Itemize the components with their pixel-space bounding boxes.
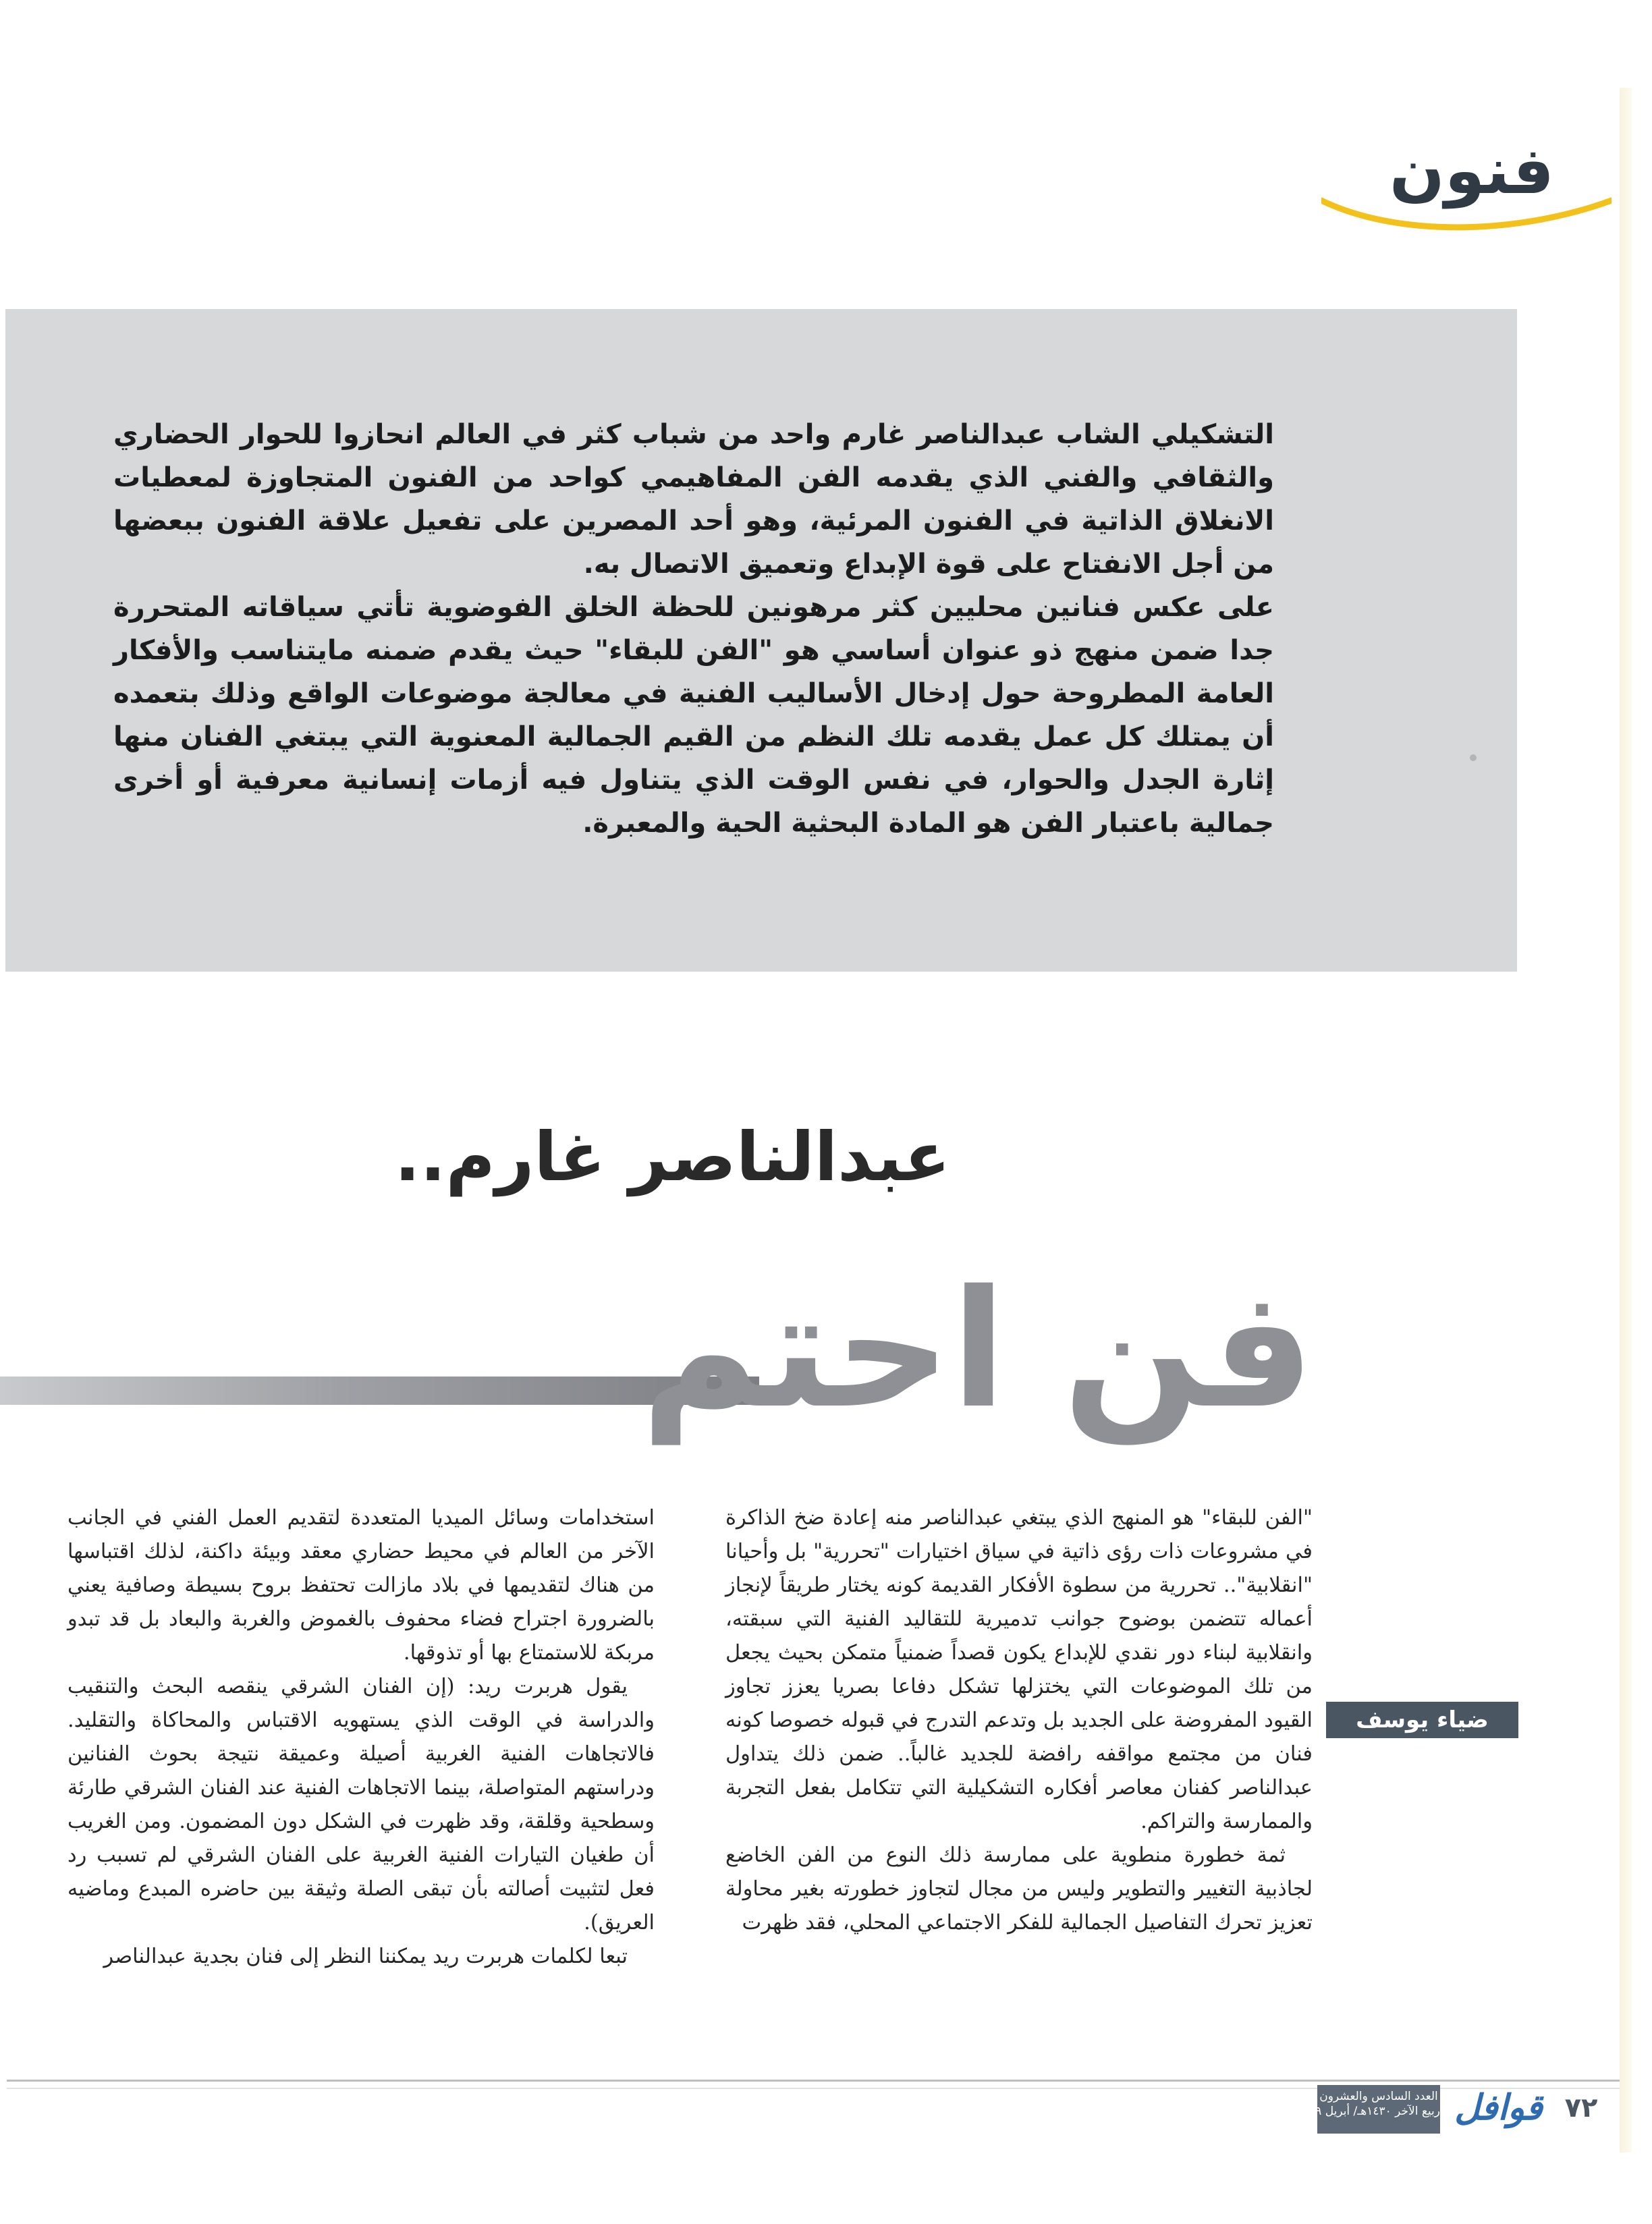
issue-info	[1290, 2085, 1440, 2134]
article-paragraph: يقول هربرت ريد: (إن الفنان الشرقي ينقصه البحث والتنقيب والدراسة في الوقت الذي يستهويه الاقتباس والمحاكاة والتقليد. فالاتجاهات الفنية الغربية أصيلة وعميقة نتيجة بحوث الفنانين ودراستهم المتواصلة، بينما الاتجاهات الفنية عند الفنان الشرقي طارئة وسطحية وقلقة، وقد ظهرت في الشكل دون المضمون. ومن الغريب أن طغيان التيارات الفنية الغربية على الفنان الشرقي لم تسبب رد فعل لتثبيت أصالته بأن تبقى الصلة وثيقة بين حاضره المبدع وماضيه العريق).	[67, 1675, 655, 1935]
article-column-left	[67, 1501, 655, 1974]
footer-rule	[7, 2080, 1620, 2082]
author-tag: ضياء يوسف	[1326, 1702, 1518, 1738]
article-headline: فن احتم	[640, 1255, 1315, 1444]
section-swoosh-decoration	[1321, 192, 1612, 240]
magazine-logo: قوافل	[1454, 2088, 1543, 2128]
article-paragraph: ثمة خطورة منطوية على ممارسة ذلك النوع من الفن الخاضع لجاذبية التغيير والتطوير وليس من مجال لتجاوز خطورته بغير محاولة تعزيز تحرك التفاصيل الجمالية للفكر الاجتماعي المحلي، فقد ظهرت	[725, 1843, 1313, 1935]
issue-date: ربيع الآخر ١٤٣٠هـ/ أبريل ٢٠٠٩م	[1290, 2105, 1440, 2118]
margin-dot	[1470, 754, 1477, 761]
intro-text	[113, 413, 1274, 845]
section-title: فنون	[1389, 133, 1554, 208]
page-number: ٧٢	[1564, 2092, 1598, 2123]
article-column-right	[725, 1501, 1313, 1940]
issue-number: العدد السادس والعشرون	[1319, 2090, 1438, 2103]
intro-paragraph: التشكيلي الشاب عبدالناصر غارم واحد من شباب كثر في العالم انحازوا للحوار الحضاري والثقافي والفني الذي يقدمه الفن المفاهيمي كواحد من الفنون المتجاوزة لمعطيات الانغلاق الذاتية في الفنون المرئية، وهو أحد المصرين على تفعيل علاقة الفنون ببعضها من أجل الانفتاح على قوة الإبداع وتعميق الاتصال به.	[113, 419, 1274, 580]
article-paragraph: "الفن للبقاء" هو المنهج الذي يبتغي عبدالناصر منه إعادة ضخ الذاكرة في مشروعات ذات رؤى ذاتية في سياق اختيارات "تحررية" بل وأحيانا "انقلابية".. تحررية من سطوة الأفكار القديمة كونه يختار طريقاً لإنجاز أعماله تتضمن بوضوح جوانب تدميرية للتقاليد الفنية التي سبقته، وانقلابية لبناء دور نقدي للإبداع يكون قصداً ضمنياً متمكن بحيث يجعل من تلك الموضوعات التي يختزلها تشكل دفاعا بصريا يعزز تجاوز القيود المفروضة على الجديد بل وتدعم التدرج في قبوله خصوصا كونه فنان من مجتمع مواقفه رافضة للجديد غالباً.. ضمن ذلك يتداول عبدالناصر كفنان معاصر أفكاره التشكيلية التي تتكامل بفعل التجربة والممارسة والتراكم.	[725, 1506, 1313, 1833]
artist-name-title: عبدالناصر غارم..	[394, 1117, 950, 1196]
intro-paragraph: على عكس فنانين محليين كثر مرهونين للحظة الخلق الفوضوية تأتي سياقاته المتحررة جدا ضمن منهج ذو عنوان أساسي هو "الفن للبقاء" حيث يقدم ضمنه مايتناسب والأفكار العامة المطروحة حول إدخال الأساليب الفنية في معالجة موضوعات الواقع وذلك بتعمده أن يمتلك كل عمل يقدمه تلك النظم من القيم الجمالية المعنوية التي يبتغي الفنان منها إثارة الجدل والحوار، في نفس الوقت الذي يتناول فيه أزمات إنسانية معرفية أو أخرى جمالية باعتبار الفن هو المادة البحثية الحية والمعبرة.	[113, 592, 1274, 839]
article-paragraph: تبعا لكلمات هربرت ريد يمكننا النظر إلى فنان بجدية عبدالناصر	[103, 1945, 628, 1968]
article-paragraph: استخدامات وسائل الميديا المتعددة لتقديم العمل الفني في الجانب الآخر من العالم في محيط حضاري معقد وبيئة داكنة، لذلك اقتباسها من هناك لتقديمها في بلاد مازالت تحتفظ بروح بسيطة وصافية يعني بالضرورة اجتراح فضاء محفوف بالغموض والغربة والبعاد بل قد تبدو مربكة للاستمتاع بها أو تذوقها.	[67, 1506, 655, 1665]
page-edge-tint	[1620, 88, 1632, 2152]
